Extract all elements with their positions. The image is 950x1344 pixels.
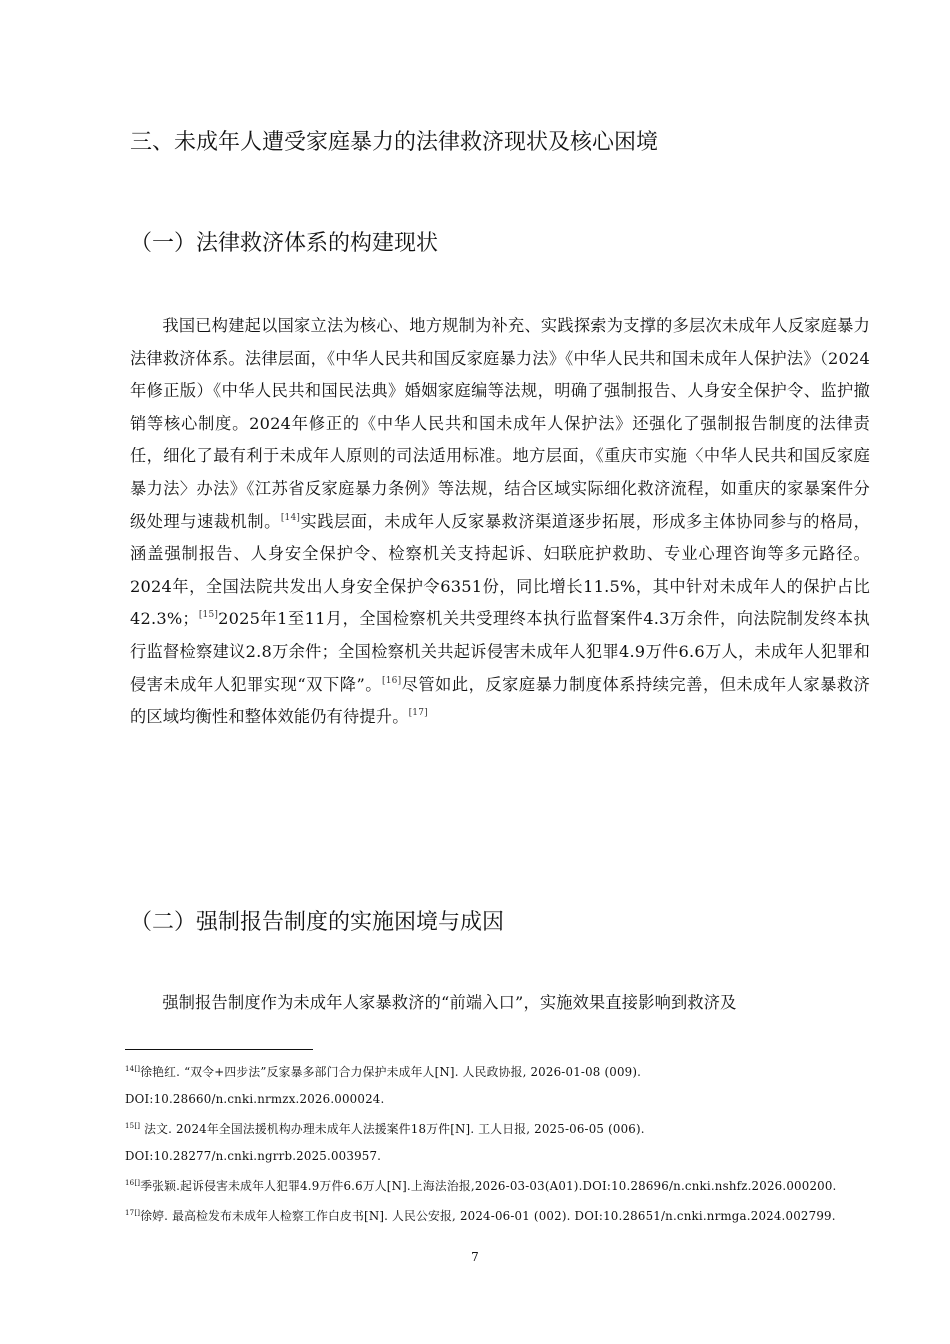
paragraph-text: 尽管如此，反家庭暴力制度体系持续完善，但未成年人家暴救济的区域均衡性和整体效能仍有待提升。: [130, 674, 870, 727]
citation-ref-14[interactable]: [14]: [280, 512, 301, 523]
footnote-divider: [125, 1049, 313, 1050]
paragraph-text: 我国已构建起以国家立法为核心、地方规制为补充、实践探索为支撑的多层次未成年人反家庭暴力法律救济体系。法律层面，《中华人民共和国反家庭暴力法》《中华人民共和国未成年人保护法》（2024年修正版）《中华人民共和国民法典》婚姻家庭编等法规，明确了强制报告、人身安全保护令、监护撤销等核心制度。2024年修正的《中华人民共和国未成年人保护法》还强化了强制报告制度的法律责任，细化了最有利于未成年人原则的司法适用标准。地方层面，《重庆市实施〈中华人民共和国反家庭暴力法〉办法》《江苏省反家庭暴力条例》等法规，结合区域实际细化救济流程，如重庆的家暴案件分级处理与速裁机制。: [130, 316, 870, 531]
section-heading: 三、未成年人遭受家庭暴力的法律救济现状及核心困境: [130, 130, 659, 155]
footnote-number: 17: [125, 1209, 135, 1217]
footnote-bracket: []: [134, 1209, 141, 1217]
citation-ref-16[interactable]: [16]: [382, 675, 402, 686]
footnote-bracket: []: [134, 1065, 141, 1073]
footnotes: [125, 1056, 885, 1230]
footnote-item: [125, 1200, 885, 1230]
footnote-number: 16: [125, 1179, 135, 1187]
footnote-bracket: []: [134, 1122, 141, 1130]
footnote-text: 徐婷. 最高检发布未成年人检察工作白皮书[N]. 人民公安报, 2024-06-01 (002). DOI:10.28651/n.cnki.nrmga.2024.002799.: [140, 1209, 836, 1223]
footnote-number: 14: [125, 1065, 135, 1073]
footnote-text: 季张颖.起诉侵害未成年人犯罪4.9万件6.6万人[N].上海法治报,2026-03-03(A01).DOI:10.28696/n.cnki.nshfz.2026.000200.: [140, 1179, 837, 1193]
subsection-heading-1: （一）法律救济体系的构建现状: [130, 231, 439, 256]
paragraph-text: 2025年1至11月，全国检察机关共受理终本执行监督案件4.3万余件，向法院制发终本执行监督检察建议2.8万余件；全国检察机关共起诉侵害未成年人犯罪4.9万件6.6万人，未成年人犯罪和侵害未成年人犯罪实现“双下降”。: [130, 609, 870, 694]
footnote-item: [125, 1056, 885, 1113]
paragraph-text: 实践层面，未成年人反家暴救济渠道逐步拓展，形成多主体协同参与的格局，涵盖强制报告、人身安全保护令、检察机关支持起诉、妇联庇护救助、专业心理咨询等多元路径。2024年，全国法院共发出人身安全保护令6351份，同比增长11.5%，其中针对未成年人的保护占比42.3%；: [130, 511, 870, 629]
page-number: 7: [471, 1250, 479, 1264]
body-paragraph-2: 强制报告制度作为未成年人家暴救济的“前端入口”，实施效果直接影响到救济及: [162, 993, 737, 1012]
body-paragraph-1: [130, 310, 870, 734]
subsection-heading-2: （二）强制报告制度的实施困境与成因: [130, 910, 505, 935]
footnote-item: [125, 1113, 885, 1170]
footnote-item: [125, 1170, 885, 1200]
citation-ref-15[interactable]: [15]: [198, 610, 219, 621]
footnote-text: 徐艳红. “双令+四步法”反家暴多部门合力保护未成年人[N]. 人民政协报, 2026-01-08 (009). DOI:10.28660/n.cnki.nrmzx.2026.000024.: [125, 1065, 642, 1106]
citation-ref-17[interactable]: [17]: [408, 708, 428, 719]
footnote-number: 15: [125, 1122, 135, 1130]
footnote-text: 法文. 2024年全国法援机构办理未成年人法援案件18万件[N]. 工人日报, 2025-06-05 (006). DOI:10.28277/n.cnki.ngrrb.2025.003957.: [125, 1122, 645, 1163]
footnote-bracket: []: [134, 1179, 141, 1187]
